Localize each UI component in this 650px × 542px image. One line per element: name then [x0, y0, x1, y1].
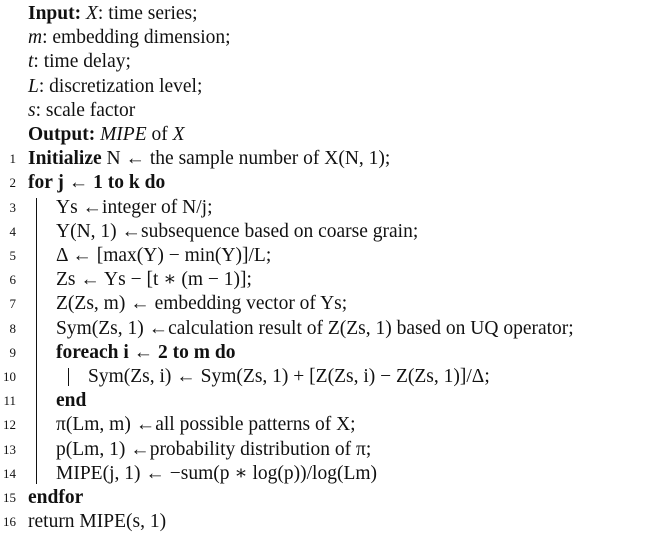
output-text: of [146, 124, 173, 145]
initialize-keyword: Initialize [28, 148, 102, 170]
output-keyword: Output: [28, 124, 96, 145]
line-text: Y(N, 1) ←subsequence based on coarse grain; [56, 220, 419, 242]
line-text: Zs ← Ys − [t ∗ (m − 1)]; [56, 269, 252, 291]
line-number: 2 [9, 175, 16, 191]
for-scope-rule [36, 198, 37, 484]
input-text: : time series; [97, 3, 198, 24]
line-text: Ys ←integer of N/j; [56, 196, 213, 218]
line-number: 14 [3, 465, 16, 481]
input-m-text: : embedding dimension; [42, 27, 231, 49]
line-text: endfor [28, 487, 84, 508]
input-s-var: s [28, 99, 36, 121]
input-t-text: : time delay; [33, 51, 131, 73]
line-number: 8 [9, 320, 16, 336]
line-text: π(Lm, m) ←all possible patterns of X; [56, 414, 356, 436]
output-var: MIPE [100, 124, 147, 145]
line-text: MIPE(j, 1) ← −sum(p ∗ log(p))/log(Lm) [56, 462, 378, 484]
input-var: X [86, 3, 98, 24]
line-number: 9 [9, 344, 16, 360]
line-number: 4 [9, 223, 16, 239]
line-text: Sym(Zs, i) ← Sym(Zs, 1) + [Z(Zs, i) − Z(Zs, 1)]/Δ; [88, 366, 490, 387]
line-number: 3 [9, 199, 16, 215]
line-text: Sym(Zs, 1) ←calculation result of Z(Zs, 1) based on UQ operator; [56, 317, 574, 339]
line-number: 10 [3, 369, 16, 384]
line-number: 15 [3, 490, 16, 505]
line-number: 5 [9, 248, 16, 263]
line-number: 13 [3, 441, 16, 457]
input-L-var: L [28, 75, 39, 97]
input-keyword: Input: [28, 3, 82, 24]
foreach-scope-rule [68, 368, 69, 386]
input-t-var: t [28, 51, 34, 73]
line-text: end [56, 390, 87, 412]
input-L-text: : discretization level; [38, 75, 203, 97]
line-text: return MIPE(s, 1) [28, 511, 167, 533]
line-text: Z(Zs, m) ← embedding vector of Ys; [56, 293, 348, 315]
line-number: 7 [9, 296, 16, 312]
input-m-var: m [28, 27, 43, 49]
line-number: 6 [9, 272, 16, 288]
line-number: 16 [3, 514, 16, 530]
line-number: 11 [3, 393, 16, 409]
line-text: for j ← 1 to k do [28, 172, 166, 194]
line-number: 1 [9, 151, 16, 167]
output-var2: X [172, 124, 185, 145]
line-text: Δ ← [max(Y) − min(Y)]/L; [56, 245, 272, 266]
line-number: 12 [3, 417, 16, 433]
line-text: N ← the sample number of X(N, 1); [101, 148, 391, 170]
input-s-text: : scale factor [35, 99, 136, 121]
line-text: foreach i ← 2 to m do [56, 341, 236, 363]
line-text: p(Lm, 1) ←probability distribution of π; [56, 438, 372, 460]
